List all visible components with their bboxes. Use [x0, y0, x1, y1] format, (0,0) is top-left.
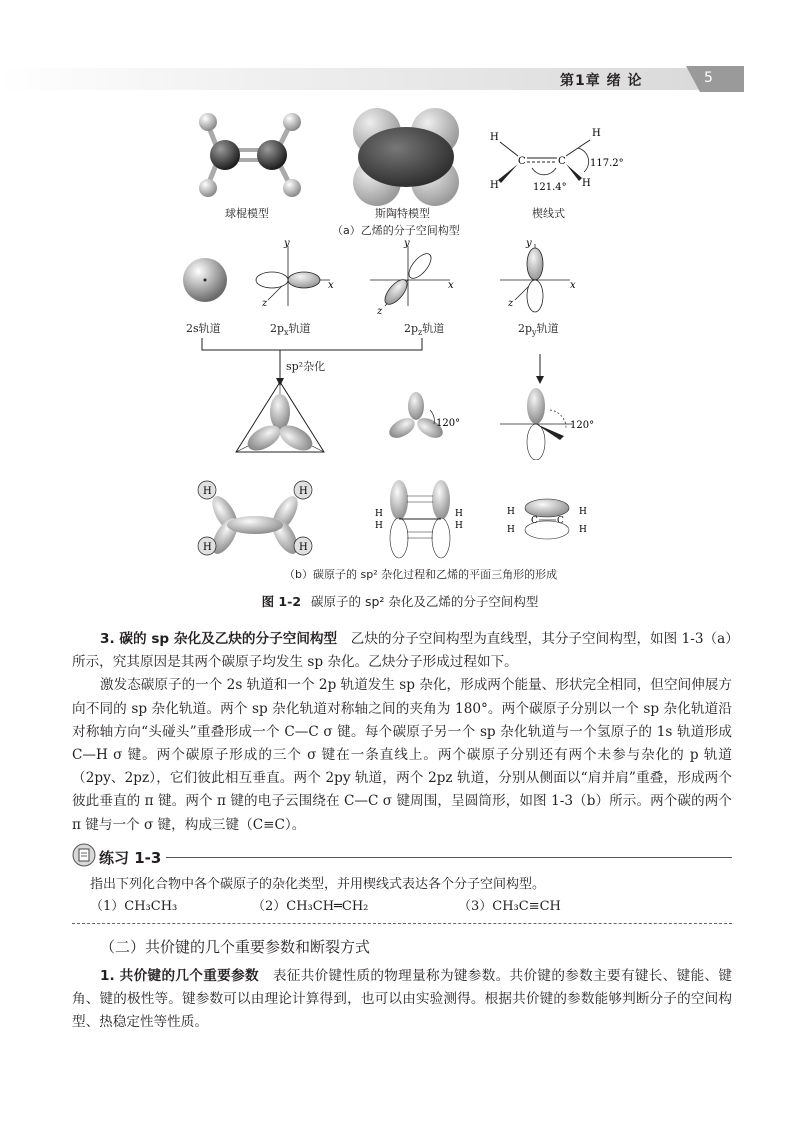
label-ball-stick: 球棍模型 — [225, 207, 269, 220]
svg-text:y: y — [284, 238, 290, 249]
caption-a: （a）乙烯的分子空间构型 — [332, 224, 460, 237]
orbital-2pz — [370, 238, 454, 317]
p-with-sp2 — [500, 388, 594, 460]
svg-text:H: H — [455, 509, 463, 519]
svg-text:H: H — [375, 521, 383, 531]
svg-text:120°: 120° — [436, 418, 461, 429]
page-number: 5 — [704, 70, 713, 86]
exercise-item-2: （2）CH₃CH═CH₂ — [252, 899, 369, 914]
exercise-rule — [166, 857, 732, 858]
section2-title: （二）共价键的几个重要参数和断裂方式 — [100, 938, 371, 956]
svg-text:H: H — [582, 178, 591, 189]
pi-bond-cloud — [507, 499, 587, 539]
svg-text:H: H — [579, 525, 587, 535]
exercise-item-1: （1）CH₃CH₃ — [90, 899, 178, 914]
svg-text:120°: 120° — [570, 420, 595, 431]
section2-heading: 1. 共价键的几个重要参数 — [100, 968, 259, 984]
svg-text:H: H — [490, 180, 499, 191]
svg-text:H: H — [592, 128, 601, 139]
sp2-120-trefoil — [386, 392, 460, 442]
angle-117: 117.2° — [590, 158, 624, 169]
section3-heading: 3. 碳的 sp 杂化及乙炔的分子空间构型 — [100, 631, 338, 647]
section2-text: 表征共价键性质的物理量称为键参数。共价键的参数主要有键长、键能、键角、键的极性等。键参数可以由理论计算得到，也可以由实验测得。根据共价键的参数能够判断分子的空间构型、热稳定性等性质。 — [72, 968, 733, 1031]
exercise-icon — [72, 843, 98, 867]
svg-text:H: H — [507, 525, 515, 535]
svg-text:y: y — [526, 238, 532, 249]
svg-text:H: H — [203, 486, 212, 497]
trigonal-sp2 — [236, 382, 324, 456]
svg-text:x: x — [448, 280, 454, 291]
label-2px: $2p_x$轨道 — [270, 322, 311, 338]
svg-text:H: H — [507, 507, 515, 517]
label-wedge: 楔线式 — [532, 207, 565, 220]
svg-text:H: H — [490, 132, 499, 143]
label-2py: $2p_y$轨道 — [518, 322, 559, 338]
svg-text:C: C — [558, 156, 566, 167]
sp2-hybrid-orbitals — [230, 380, 610, 460]
page-number-tab — [686, 66, 744, 92]
exercise-item-3: （3）CH₃C≡CH — [458, 899, 561, 914]
label-space-fill: 斯陶特模型 — [375, 207, 430, 220]
svg-text:H: H — [299, 486, 308, 497]
svg-text:y: y — [404, 238, 410, 249]
orbital-2py — [500, 238, 576, 312]
svg-text:H: H — [299, 542, 308, 553]
sp2-hybrid-label: sp²杂化 — [286, 360, 326, 373]
svg-text:z: z — [377, 306, 383, 317]
svg-text:H: H — [203, 542, 212, 553]
ethylene-sigma-pi — [185, 470, 605, 565]
section3-p2: 激发态碳原子的一个 2s 轨道和一个 2p 轨道发生 sp 杂化，形成两个能量、形状完全相同，但空间伸展方向不同的 sp 杂化轨道。两个 sp 杂化轨道对称轴之间的夹角为 180°。两个碳原子分别以一个 sp 杂化轨道沿对称轴方向“头碰头”重叠形成一个 C—C σ 键。每个碳原子另一个 sp 杂化轨道与一个氢原子的 1s 轨道形成 C—H σ 键。两个碳原子形成的三个 σ 键在一条直线上。两个碳原子分别还有两个未参与杂化的 p 轨道（2py、2pz），它们彼此相互垂直。两个 2py 轨道，两个 2pz 轨道，分别从侧面以“肩并肩”重叠，形成两个彼此垂直的 π 键。两个 π 键的电子云围绕在 C—C σ 键周围，呈圆筒形，如图 1-3（b）所示。两个碳的两个 π 键与一个 σ 键，构成三键（C≡C）。 — [72, 677, 732, 833]
ball-stick-model — [199, 113, 301, 197]
section-divider — [72, 923, 732, 924]
svg-text:C: C — [557, 516, 564, 526]
svg-text:H: H — [455, 521, 463, 531]
orbital-2px — [256, 238, 334, 309]
caption-b: （b）碳原子的 sp² 杂化过程和乙烯的平面三角形的形成 — [284, 568, 558, 581]
orbital-diagrams — [170, 236, 600, 326]
orbital-2s — [183, 258, 227, 302]
sigma-framework — [198, 481, 312, 558]
figure-caption: 图 1-2 碳原子的 sp² 杂化及乙烯的分子空间构型 — [261, 594, 539, 609]
exercise-instruction: 指出下列化合物中各个碳原子的杂化类型，并用楔线式表达各个分子空间构型。 — [90, 877, 546, 892]
label-2pz: $2p_z$轨道 — [404, 322, 445, 338]
p-orbital-overlap — [375, 480, 463, 558]
chapter-title: 第1章 绪 论 — [560, 73, 643, 89]
space-filling-model — [353, 108, 459, 206]
angle-121: 121.4° — [533, 182, 567, 193]
wedge-formula — [490, 128, 624, 193]
section2-body — [72, 965, 732, 1035]
svg-text:z: z — [262, 298, 268, 309]
svg-text:z: z — [508, 298, 514, 309]
svg-text:C: C — [518, 156, 526, 167]
svg-text:H: H — [375, 509, 383, 519]
label-2s: 2s轨道 — [186, 322, 221, 335]
svg-text:x: x — [328, 280, 334, 291]
section3-p1: 乙炔的分子空间构型为直线型，其分子空间构型，如图 1-3（a）所示，究其原因是其两个碳原子均发生 sp 杂化。乙炔分子形成过程如下。 — [72, 631, 732, 671]
exercise-title: 练习 1-3 — [99, 849, 162, 867]
section3-body — [72, 628, 732, 837]
svg-text:C: C — [531, 516, 538, 526]
svg-text:x: x — [570, 280, 576, 291]
svg-text:H: H — [579, 507, 587, 517]
